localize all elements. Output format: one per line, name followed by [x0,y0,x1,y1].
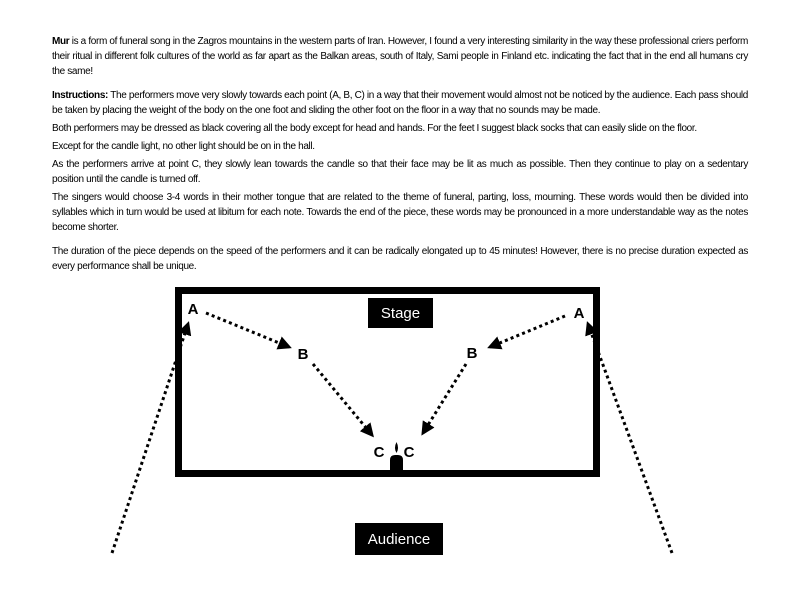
candle-body [390,455,403,474]
candle-flame [395,442,398,453]
paragraph: Mur is a form of funeral song in the Zagros mountains in the western parts of Iran. However, I found a very interesting similarity in the way these professional criers perform their ritual in different folk cultures of the world as far apart as the Balkan areas, south of Italy, Sami people in Finland etc. indicating the fact that in the end all humans cry the same! [52,36,748,77]
path-right-b-to-c-arrow [423,364,466,433]
paragraph: Both performers may be dressed as black covering all the body except for head and hands. For the feet I suggest black socks that can easily slide on the floor. [52,123,697,134]
point-c-right-label: C [403,444,415,461]
point-a-left-label: A [187,301,199,318]
path-left-b-to-c-arrow [313,364,372,435]
point-a-right-label: A [573,305,585,322]
paragraph: The duration of the piece depends on the speed of the performers and it can be radically elongated up to 45 minutes! However, there is no precise duration expected as every performance shall be unique. [52,246,748,272]
point-c-left-label: C [373,444,385,461]
point-b-left-label: B [297,346,309,363]
path-left-a-to-b-arrow [206,313,289,347]
paragraph: As the performers arrive at point C, they slowly lean towards the candle so that their face may be lit as much as possible. Then they continue to play on a sedentary position until the candle is turned off. [52,159,748,185]
point-b-right-label: B [466,345,478,362]
path-right-a-to-b-arrow [490,316,565,347]
paragraph-lead-bold: Mur [52,36,70,47]
paragraph-lead-bold: Instructions: [52,90,109,101]
path-right-entry-to-a-arrow [588,324,672,553]
audience-label: Audience [367,531,431,548]
stage-label: Stage [380,305,421,322]
paragraph: The singers would choose 3-4 words in their mother tongue that are related to the theme of funeral, parting, loss, mourning. These words would then be divided into syllables which in turn would be used at libitum for each note. Towards the end of the piece, these words may be pronounced in a more understandable way as the notes become shorter. [52,192,748,233]
candle-icon [390,442,403,474]
paragraph: Instructions: The performers move very slowly towards each point (A, B, C) in a way that their movement would almost not be noticed by the audience. Each pass should be taken by placing the weight of the body on the one foot and sliding the other foot on the floor in a way that no sounds may be made. [52,90,748,116]
paragraph: Except for the candle light, no other light should be on in the hall. [52,141,315,152]
